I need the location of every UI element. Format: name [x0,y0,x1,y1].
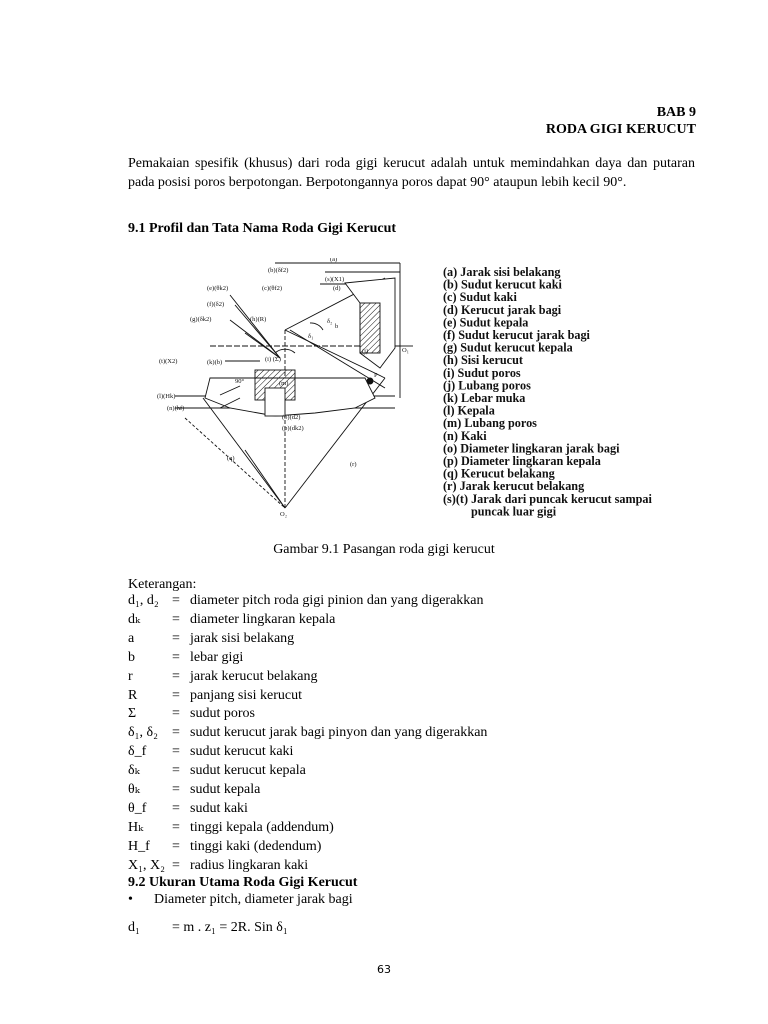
svg-text:O₂: O₂ [280,511,287,518]
symbol-legend [128,592,487,876]
legend-desc: panjang sisi kerucut [190,687,302,703]
svg-text:(s)(X1): (s)(X1) [325,276,345,283]
svg-text:(q): (q) [227,455,235,462]
figure-part-label: (b) Sudut kerucut kaki [443,277,562,292]
svg-text:(h)(R): (h)(R) [250,316,267,323]
figure-part-label: (d) Kerucut jarak bagi [443,302,562,317]
legend-desc: jarak sisi belakang [190,630,295,646]
figure-part-label: (p) Diameter lingkaran kepala [443,454,601,468]
figure-part-label: puncak luar gigi [471,504,557,519]
legend-sym: r [128,668,133,684]
legend-sym: δ₁, δ₂ [128,725,158,741]
svg-text:(b)(δf2): (b)(δf2) [268,267,289,274]
svg-text:(j): (j) [362,348,369,355]
legend-eq: = [172,763,180,779]
legend-sym: R [128,687,138,703]
legend-row [128,857,487,876]
legend-row [128,687,487,706]
legend-eq: = [172,668,180,684]
legend-row [128,724,487,743]
svg-text:δ₂: δ₂ [327,318,333,325]
legend-eq: = [172,649,180,665]
svg-text:(m): (m) [279,380,289,387]
svg-text:δ₁: δ₁ [308,333,314,340]
legend-desc: sudut poros [190,706,255,722]
svg-text:b: b [335,323,339,330]
figure-part-label: (i) Sudut poros [443,365,521,380]
legend-sym: θₖ [128,782,140,798]
legend-sym: θ_f [128,800,147,816]
figure-part-label: (c) Sudut kaki [443,290,517,305]
bevel-gear-figure [155,258,665,526]
svg-text:90°: 90° [235,378,245,385]
figure-part-label: (h) Sisi kerucut [443,353,523,368]
legend-desc: radius lingkaran kaki [190,857,309,873]
legend-desc: sudut kaki [190,800,248,816]
legend-row [128,819,487,838]
legend-desc: lebar gigi [190,649,244,665]
figure-part-label: (e) Sudut kepala [443,315,529,330]
svg-text:(k)(b): (k)(b) [207,359,223,366]
legend-row [128,705,487,724]
legend-row [128,781,487,800]
legend-desc: diameter pitch roda gigi pinion dan yang digerakkan [190,593,484,608]
legend-row [128,838,487,857]
svg-text:P: P [374,372,378,379]
legend-eq: = [172,687,180,703]
legend-sym: d₁, d₂ [128,593,159,608]
legend-eq: = [172,593,180,608]
legend-desc: sudut kerucut kaki [190,744,294,760]
legend-sym: δ_f [128,744,147,760]
chapter-heading [546,104,696,138]
legend-sym: b [128,649,135,665]
legend-heading: Keterangan: [128,577,197,592]
svg-text:(l)(Hk): (l)(Hk) [157,393,176,400]
legend-sym: Σ [128,706,137,722]
legend-eq: = [172,838,180,854]
legend-row [128,800,487,819]
legend-eq: = [172,630,180,646]
svg-text:(p)(dk2): (p)(dk2) [282,425,304,432]
legend-eq: = [172,744,180,760]
legend-sym: δₖ [128,763,140,779]
legend-row [128,743,487,762]
legend-row [128,649,487,668]
legend-row [128,668,487,687]
figure-part-label: (g) Sudut kerucut kepala [443,340,573,355]
figure-part-label: (q) Kerucut belakang [443,466,555,481]
legend-row [128,611,487,630]
section-heading-9-2: 9.2 Ukuran Utama Roda Gigi Kerucut [128,875,358,890]
svg-text:(t)(X2): (t)(X2) [159,358,178,365]
legend-eq: = [172,819,180,835]
formula-lhs: d₁ [128,920,140,935]
legend-eq: = [172,782,180,798]
figure-part-label: (a) Jarak sisi belakang [443,265,561,279]
svg-text:(d): (d) [333,285,341,292]
bullet-text: Diameter pitch, diameter jarak bagi [154,892,353,907]
svg-text:(e)(θk2): (e)(θk2) [207,285,229,292]
figure-part-label: (l) Kepala [443,403,495,418]
bevel-gear-diagram [155,258,665,526]
bullet-item [128,892,353,908]
figure-part-label: (m) Lubang poros [443,416,537,431]
svg-text:(f)(δ2): (f)(δ2) [207,301,225,308]
legend-eq: = [172,611,180,627]
figure-part-label: (j) Lubang poros [443,378,531,393]
figure-part-label: (k) Lebar muka [443,391,526,405]
formula-d1 [128,920,288,936]
legend-desc: sudut kerucut jarak bagi pinyon dan yang digerakkan [190,725,488,741]
legend-eq: = [172,706,180,722]
svg-text:(r): (r) [350,461,357,468]
legend-desc: tinggi kaki (dedendum) [190,838,322,854]
figure-part-label: (o) Diameter lingkaran jarak bagi [443,441,620,456]
legend-sym: X₁, X₂ [128,857,165,873]
figure-caption: Gambar 9.1 Pasangan roda gigi kerucut [273,542,495,557]
figure-part-label: (f) Sudut kerucut jarak bagi [443,328,590,342]
chapter-number: BAB 9 [656,105,696,120]
svg-text:(i) (Σ): (i) (Σ) [265,356,281,363]
page-number: 63 [377,963,391,976]
section-heading-9-1: 9.1 Profil dan Tata Nama Roda Gigi Kerucut [128,221,397,236]
legend-eq: = [172,725,180,741]
legend-row [128,630,487,649]
legend-sym: H_f [128,838,150,854]
legend-sym: a [128,630,135,646]
legend-row [128,592,487,611]
figure-part-label: (s)(t) Jarak dari puncak kerucut sampai [443,491,652,506]
svg-text:O₁: O₁ [402,347,409,354]
svg-text:(c)(θf2): (c)(θf2) [262,285,283,292]
figure-part-label: (r) Jarak kerucut belakang [443,479,585,494]
figure-part-label: (n) Kaki [443,428,487,443]
chapter-title: RODA GIGI KERUCUT [545,122,696,137]
svg-text:(g)(δk2): (g)(δk2) [190,316,212,323]
legend-sym: dₖ [128,611,141,627]
legend-eq: = [172,857,180,873]
svg-text:(a): (a) [330,258,338,263]
legend-desc: sudut kepala [190,782,261,798]
svg-text:(o)(d2): (o)(d2) [282,414,301,421]
legend-desc: diameter lingkaran kepala [190,611,336,627]
legend-desc: jarak kerucut belakang [190,668,318,684]
legend-eq: = [172,800,180,816]
svg-text:(n)(hf): (n)(hf) [167,405,185,412]
intro-paragraph: Pemakaian spesifik (khusus) dari roda gigi kerucut adalah untuk memindahkan daya dan putaran pada posisi poros berpotongan. Berpotongannya poros dapat 90° ataupun lebih kecil 90°. [128,156,695,190]
legend-row [128,762,487,781]
legend-desc: sudut kerucut kepala [190,763,306,779]
bullet-dot: • [128,892,133,907]
formula-rhs: = m . z₁ = 2R. Sin δ₁ [172,920,288,935]
legend-desc: tinggi kepala (addendum) [190,819,334,835]
legend-sym: Hₖ [128,819,144,835]
